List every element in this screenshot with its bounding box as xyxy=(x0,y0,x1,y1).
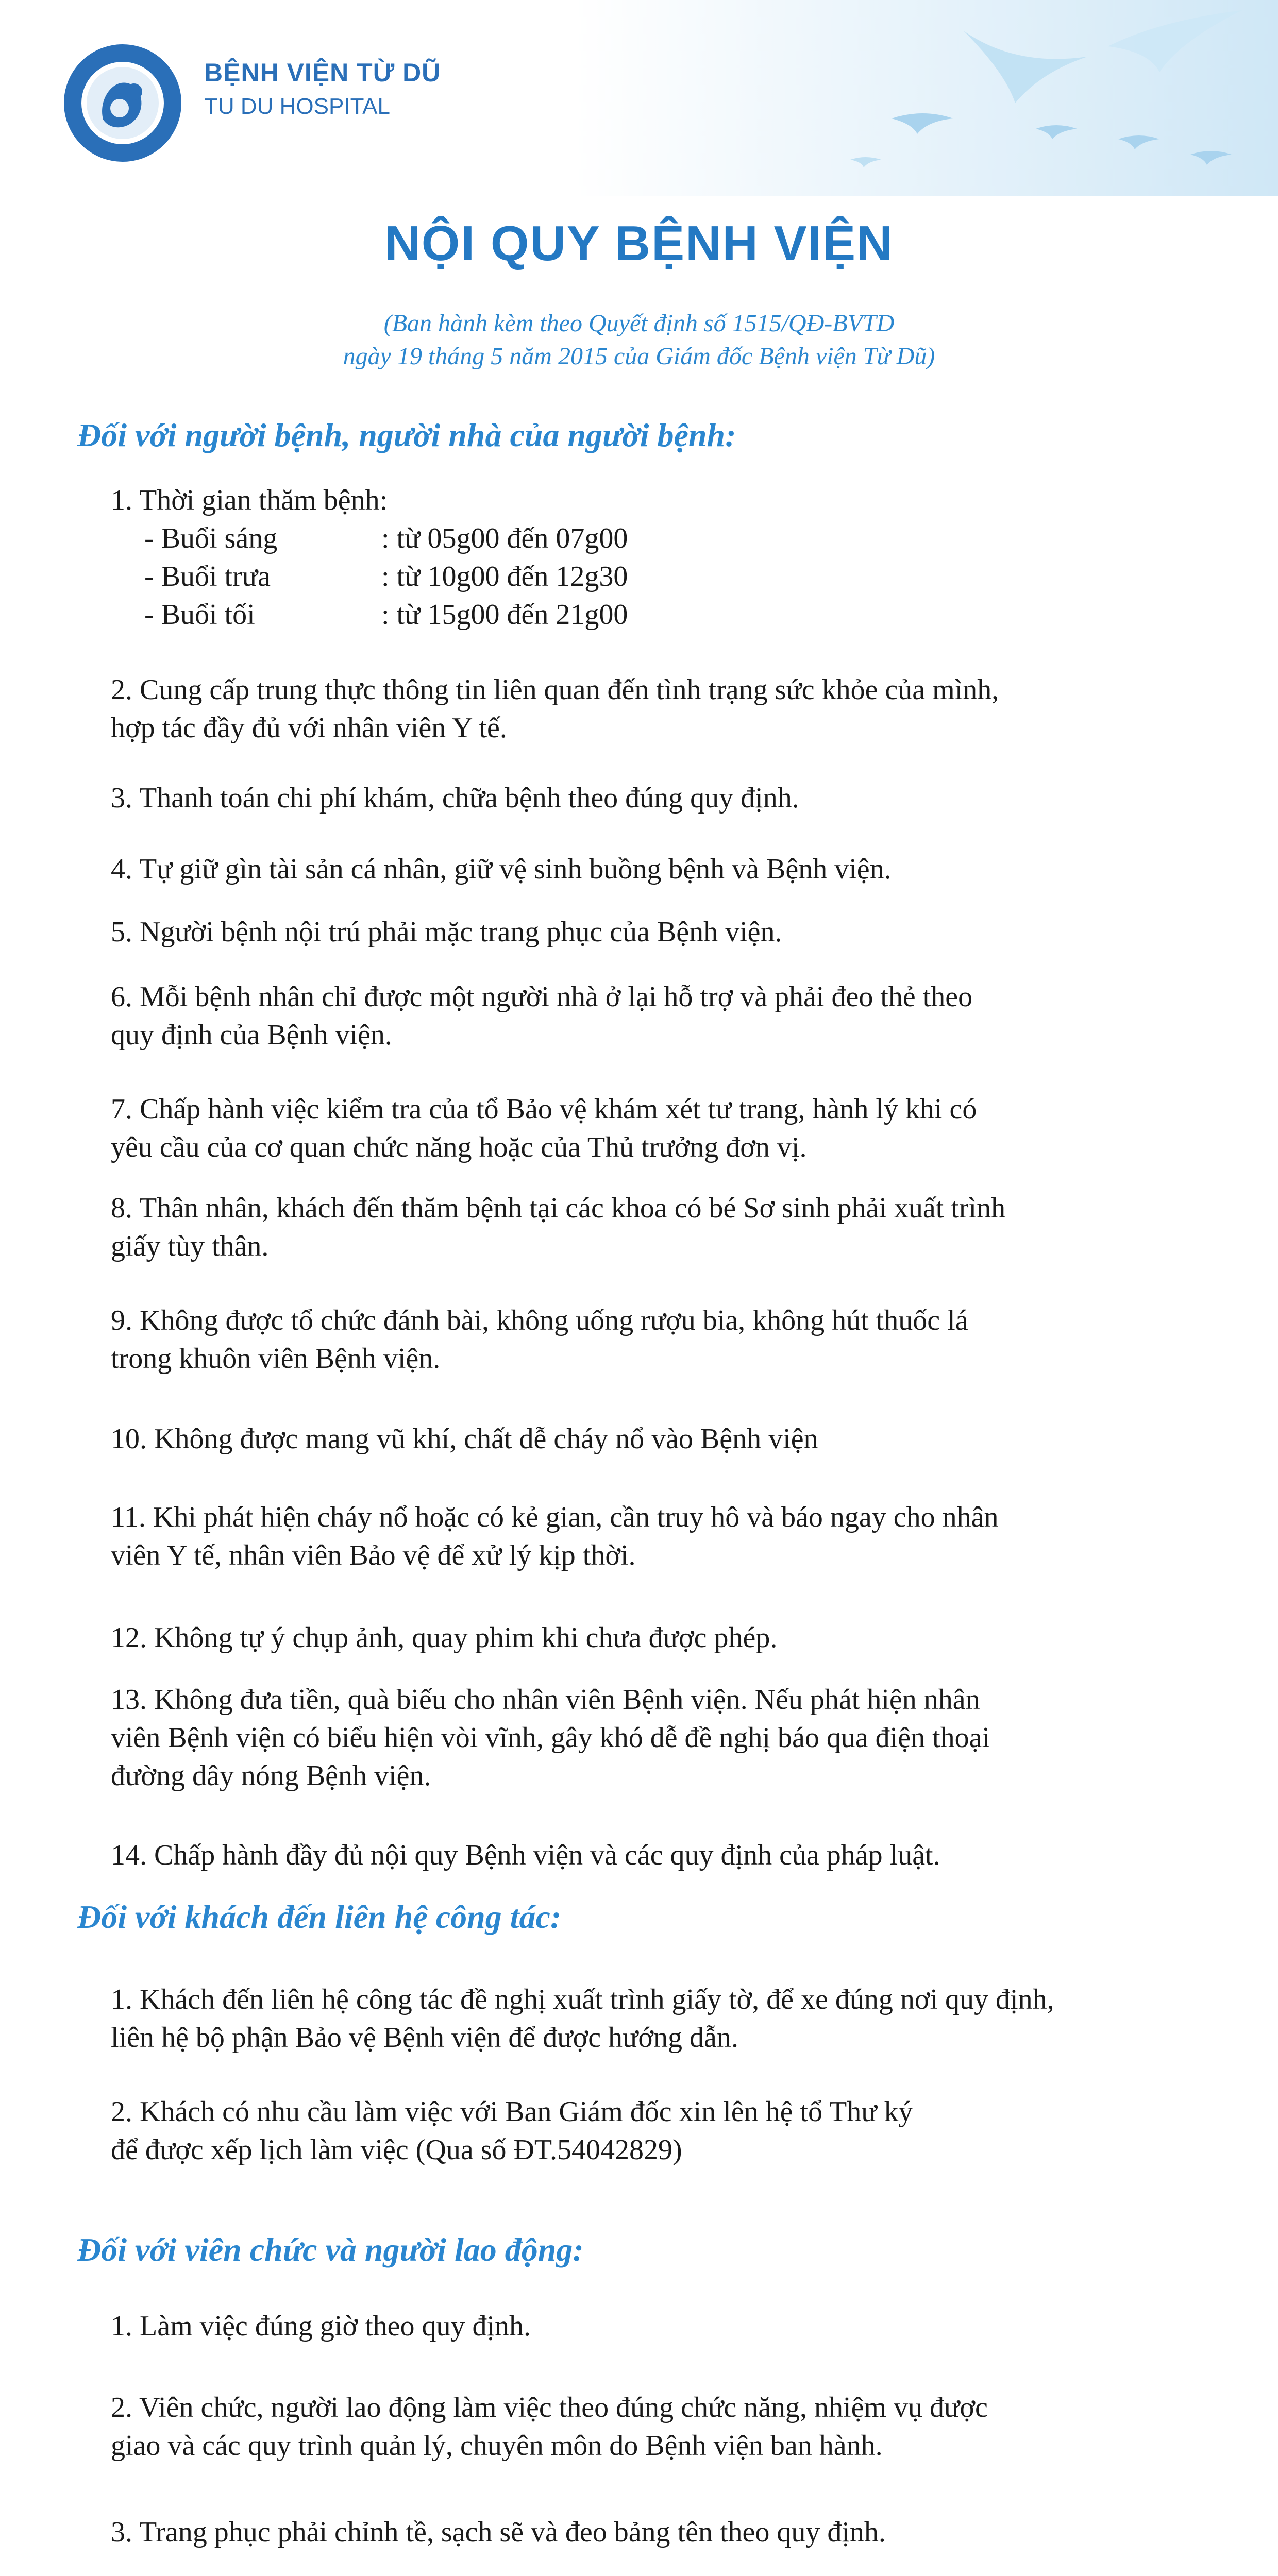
visiting-slot: - Buổi sáng : từ 05g00 đến 07g00 xyxy=(144,522,628,554)
visiting-slot: - Buổi trưa : từ 10g00 đến 12g30 xyxy=(144,561,628,592)
list-item: 1. Khách đến liên hệ công tác đề nghị xuất trình giấy tờ, để xe đúng nơi quy định, liên hệ bộ phận Bảo vệ Bệnh viện để được hướng dẫn. xyxy=(111,1984,1054,2054)
list-item: 14. Chấp hành đầy đủ nội quy Bệnh viện và các quy định của pháp luật. xyxy=(111,1839,940,1871)
list-item: 2. Khách có nhu cầu làm việc với Ban Giám đốc xin lên hệ tổ Thư ký để được xếp lịch làm việc (Qua số ĐT.54042829) xyxy=(111,2096,913,2166)
list-item xyxy=(111,481,1203,519)
visiting-slot: - Buổi tối : từ 15g00 đến 21g00 xyxy=(144,599,628,631)
visiting-intro: 1. Thời gian thăm bệnh: xyxy=(111,484,388,516)
list-item: 2. Cung cấp trung thực thông tin liên quan đến tình trạng sức khỏe của mình, hợp tác đầy đủ với nhân viên Y tế. xyxy=(111,674,999,744)
list-item: 9. Không được tổ chức đánh bài, không uống rượu bia, không hút thuốc lá trong khuôn viên Bệnh viện. xyxy=(111,1304,968,1375)
list-item: 8. Thân nhân, khách đến thăm bệnh tại các khoa có bé Sơ sinh phải xuất trình giấy tùy thân. xyxy=(111,1192,1006,1262)
subtitle-line: ngày 19 tháng 5 năm 2015 của Giám đốc Bệnh viện Từ Dũ) xyxy=(343,343,935,370)
section-heading-staff: Đối với viên chức và người lao động: xyxy=(77,2231,584,2268)
list-item: 2. Viên chức, người lao động làm việc theo đúng chức năng, nhiệm vụ được giao và các quy trình quản lý, chuyên môn do Bệnh viện ban hành. xyxy=(111,2392,988,2462)
birds-decoration xyxy=(799,0,1278,196)
list-item: 1. Làm việc đúng giờ theo quy định. xyxy=(111,2310,531,2342)
subtitle-line: (Ban hành kèm theo Quyết định số 1515/QĐ-BVTD xyxy=(383,310,895,337)
page-title: NỘI QUY BỆNH VIỆN xyxy=(384,216,894,271)
list-item: 4. Tự giữ gìn tài sản cá nhân, giữ vệ sinh buồng bệnh và Bệnh viện. xyxy=(111,853,892,885)
section-heading-visitors: Đối với khách đến liên hệ công tác: xyxy=(77,1899,562,1935)
list-item: 3. Trang phục phải chỉnh tề, sạch sẽ và đeo bảng tên theo quy định. xyxy=(111,2516,886,2548)
hospital-logo xyxy=(62,42,183,164)
list-item: 7. Chấp hành việc kiểm tra của tổ Bảo vệ khám xét tư trang, hành lý khi có yêu cầu của cơ quan chức năng hoặc của Thủ trưởng đơn vị. xyxy=(111,1093,977,1163)
hospital-name-en: TU DU HOSPITAL xyxy=(204,94,391,119)
list-item: 12. Không tự ý chụp ảnh, quay phim khi chưa được phép. xyxy=(111,1622,778,1654)
page-header xyxy=(0,0,1278,196)
list-item: 11. Khi phát hiện cháy nổ hoặc có kẻ gian, cần truy hô và báo ngay cho nhân viên Y tế, nhân viên Bảo vệ để xử lý kịp thời. xyxy=(111,1501,999,1571)
list-item: 10. Không được mang vũ khí, chất dễ cháy nổ vào Bệnh viện xyxy=(111,1423,818,1455)
section-heading-patients: Đối với người bệnh, người nhà của người bệnh: xyxy=(77,417,736,453)
hospital-name: BỆNH VIỆN TỪ DŨ xyxy=(204,58,441,87)
list-item: 13. Không đưa tiền, quà biếu cho nhân viên Bệnh viện. Nếu phát hiện nhân viên Bệnh viện có biểu hiện vòi vĩnh, gây khó dễ đề nghị báo qua điện thoại đường dây nóng Bệnh viện. xyxy=(111,1684,990,1792)
list-item: 6. Mỗi bệnh nhân chỉ được một người nhà ở lại hỗ trợ và phải đeo thẻ theo quy định của Bệnh viện. xyxy=(111,981,973,1051)
list-item: 5. Người bệnh nội trú phải mặc trang phục của Bệnh viện. xyxy=(111,916,782,948)
list-item: 3. Thanh toán chi phí khám, chữa bệnh theo đúng quy định. xyxy=(111,782,799,814)
